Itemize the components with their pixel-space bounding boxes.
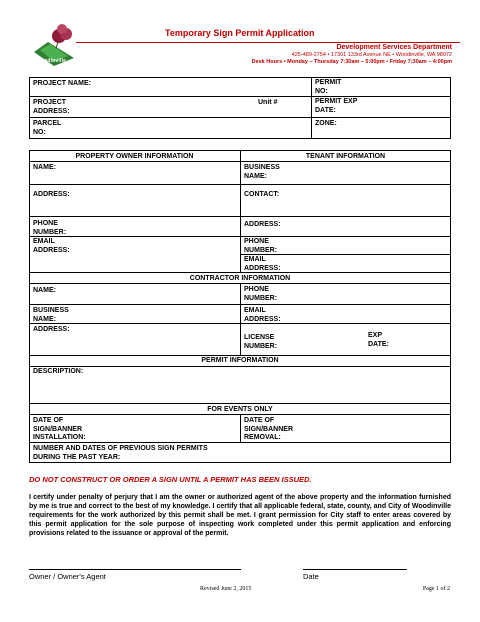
tenant-email-field[interactable]: EMAIL ADDRESS: [244, 256, 281, 272]
logo-text: Woodinville [36, 58, 67, 64]
tenant-phone-field[interactable]: PHONE NUMBER: [244, 238, 278, 254]
department-name: Development Services Department [336, 44, 452, 51]
owner-email-field[interactable]: EMAIL ADDRESS: [33, 238, 70, 254]
unit-field[interactable]: Unit # [258, 99, 278, 106]
tenant-business-name-field[interactable]: BUSINESS NAME: [244, 164, 280, 180]
tenant-info-header: TENANT INFORMATION [305, 153, 386, 160]
department-address: 425-489-2754 • 17301 133rd Avenue NE • Woodinville, WA 98072 [291, 52, 452, 58]
installation-date-field[interactable]: DATE OF SIGN/BANNER INSTALLATION: [33, 417, 86, 441]
contractor-license-field[interactable]: LICENSE NUMBER: [244, 334, 278, 350]
contractor-name-field[interactable]: NAME: [33, 287, 56, 294]
owner-name-field[interactable]: NAME: [33, 164, 56, 171]
tenant-address-field[interactable]: ADDRESS: [244, 221, 281, 228]
permit-exp-field[interactable]: PERMIT EXP DATE: [315, 98, 358, 114]
project-name-field[interactable]: PROJECT NAME: [33, 80, 91, 87]
tenant-contact-field[interactable]: CONTACT: [244, 191, 280, 198]
description-field[interactable]: DESCRIPTION: [33, 368, 84, 375]
contractor-phone-field[interactable]: PHONE NUMBER: [244, 286, 278, 302]
header-rule [76, 42, 460, 43]
owner-signature-label: Owner / Owner's Agent [29, 572, 106, 581]
contractor-email-field[interactable]: EMAIL ADDRESS: [244, 307, 281, 323]
project-info-box [29, 77, 451, 139]
revision-date: Revised June 2, 2015 [200, 586, 252, 592]
owner-phone-field[interactable]: PHONE NUMBER: [33, 220, 67, 236]
city-logo [30, 22, 78, 68]
desk-hours: Desk Hours • Monday – Thursday 7:30am – 5:00pm • Friday 7:30am – 4:00pm [251, 59, 452, 65]
owner-address-field[interactable]: ADDRESS: [33, 191, 70, 198]
permit-info-header: PERMIT INFORMATION [201, 357, 279, 364]
contractor-address-field[interactable]: ADDRESS: [33, 326, 70, 333]
owner-info-header: PROPERTY OWNER INFORMATION [75, 153, 194, 160]
form-title: Temporary Sign Permit Application [165, 28, 315, 38]
events-only-header: FOR EVENTS ONLY [207, 406, 273, 413]
previous-permits-field[interactable]: NUMBER AND DATES OF PREVIOUS SIGN PERMITS DURING THE PAST YEAR: [33, 445, 208, 461]
contractor-exp-date-field[interactable]: EXP DATE: [368, 332, 389, 348]
date-signature-label: Date [303, 572, 319, 581]
page-number: Page 1 of 2 [422, 586, 450, 592]
removal-date-field[interactable]: DATE OF SIGN/BANNER REMOVAL: [244, 417, 294, 441]
construction-warning: DO NOT CONSTRUCT OR ORDER A SIGN UNTIL A PERMIT HAS BEEN ISSUED. [29, 475, 312, 484]
date-signature-line[interactable] [303, 569, 407, 570]
project-address-field[interactable]: PROJECT ADDRESS: [33, 99, 70, 115]
zone-field[interactable]: ZONE: [315, 120, 337, 127]
contractor-info-header: CONTRACTOR INFORMATION [189, 275, 291, 282]
permit-no-field[interactable]: PERMIT NO: [315, 79, 342, 95]
contractor-business-name-field[interactable]: BUSINESS NAME: [33, 307, 69, 323]
owner-signature-line[interactable] [29, 569, 241, 570]
certification-statement: I certify under penalty of perjury that I am the owner or authorized agent of the above property and the information furnished by me is true and correct to the best of my knowledge. I certify that all applicable federal, state, county, and City of Woodinville requirements for the work authorized by this permit shall be met. I grant permission for City staff to enter areas covered by this permit application for the sole purpose of inspecting work completed under this permit application and enforcing provisions related to the issuance or approval of the permit. [29, 494, 451, 537]
parcel-no-field[interactable]: PARCEL NO: [33, 120, 62, 136]
